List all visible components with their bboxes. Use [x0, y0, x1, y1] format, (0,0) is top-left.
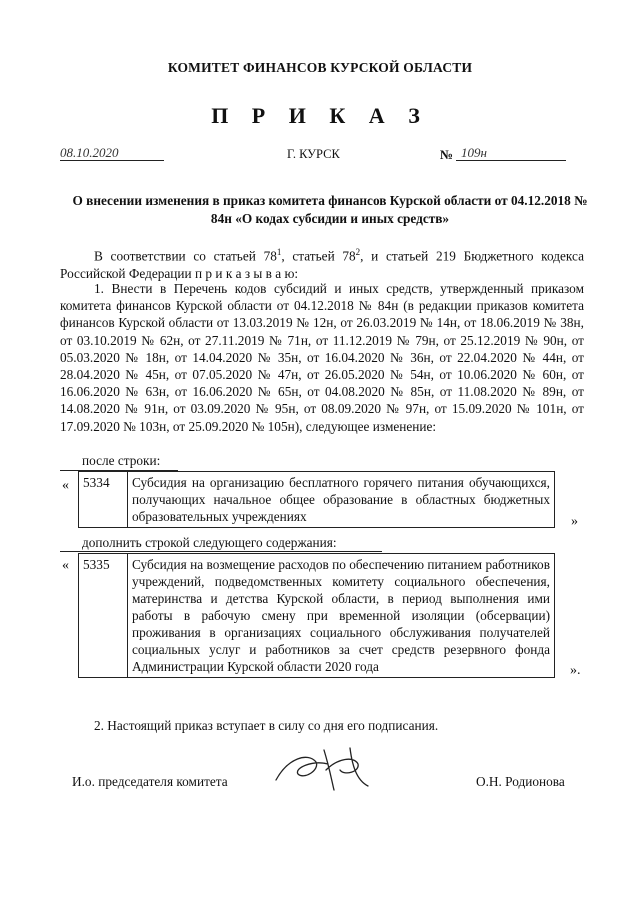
number-underline: [456, 160, 566, 161]
quote-close-1: »: [571, 514, 578, 529]
basis-paragraph: [60, 244, 584, 282]
supplement-label: дополнить строкой следующего содержания:: [82, 535, 337, 550]
document-title: П Р И К А З: [211, 103, 429, 128]
signatory-role: И.о. председателя комитета: [72, 774, 228, 789]
table-row: [79, 472, 555, 528]
supplement-underline: [60, 551, 382, 552]
city: Г. КУРСК: [287, 147, 340, 161]
basis-text-1: В соответствии со статьей 78: [94, 248, 277, 264]
existing-code-table: [78, 471, 555, 528]
new-description: Субсидия на возмещение расходов по обеспечению питанием работников учреждений, подведомственных комитету социального обеспечения, материнства и детства Курской области, в период выполнения ими работы в рабочую смену при временной изоляции (обсервации) проживания в организациях социального обслуживания получателей социальных услуг и работников за счет средств резервного фонда Администрации Курской области 2020 года: [128, 554, 555, 678]
date-underline: [60, 160, 164, 161]
basis-text-2: , статьей 78: [281, 248, 356, 264]
existing-code: 5334: [79, 472, 128, 528]
order-date: 08.10.2020: [60, 145, 119, 160]
basis-sup-1: 1: [276, 247, 282, 257]
basis-text-3: , и статьей 219 Бюджетного кодекса Российской Федерации п р и к а з ы в а ю:: [60, 248, 584, 281]
order-number: 109н: [461, 145, 487, 160]
after-line-label: после строки:: [82, 453, 161, 468]
signatory-name: О.Н. Родионова: [476, 774, 565, 789]
new-code: 5335: [79, 554, 128, 678]
basis-sup-2: 2: [355, 247, 361, 257]
signature-glyph: [268, 740, 378, 800]
quote-open-2: «: [62, 558, 69, 573]
number-label: №: [440, 147, 454, 162]
order-subject: О внесении изменения в приказ комитета финансов Курской области от 04.12.2018 № 84н «О кодах субсидии и иных средств»: [72, 193, 588, 226]
table-row: [79, 554, 555, 678]
new-code-table: [78, 553, 555, 678]
quote-close-2: ».: [570, 663, 581, 678]
quote-open-1: «: [62, 478, 69, 493]
item-1-paragraph: 1. Внести в Перечень кодов субсидий и иных средств, утвержденный приказом комитета финансов Курской области от 04.12.2018 № 84н (в редакции приказов комитета финансов Курской области от 13.03.2019 № 12н, от 26.03.2019 № 14н, от 18.06.2019 № 38н, от 03.10.2019 № 62н, от 27.11.2019 № 71н, от 11.12.2019 № 79н, от 25.12.2019 № 90н, от 05.03.2020 № 18н, от 14.04.2020 № 35н, от 16.04.2020 № 36н, от 22.04.2020 № 44н, от 28.04.2020 № 45н, от 07.05.2020 № 47н, от 26.05.2020 № 54н, от 10.06.2020 № 60н, от 16.06.2020 № 63н, от 16.06.2020 № 65н, от 04.08.2020 № 85н, от 11.08.2020 № 89н, от 14.08.2020 № 91н, от 03.09.2020 № 95н, от 08.09.2020 № 97н, от 15.09.2020 № 101н, от 17.09.2020 № 103н, от 25.09.2020 № 105н), следующее изменение:: [60, 281, 584, 434]
handwritten-signature: [268, 740, 378, 805]
organization-name: КОМИТЕТ ФИНАНСОВ КУРСКОЙ ОБЛАСТИ: [167, 60, 473, 75]
existing-description: Субсидия на организацию бесплатного горячего питания обучающихся, получающих начальное общее образование в областных бюджетных образовательных учреждениях: [128, 472, 555, 528]
item-2-paragraph: 2. Настоящий приказ вступает в силу со дня его подписания.: [94, 718, 439, 733]
